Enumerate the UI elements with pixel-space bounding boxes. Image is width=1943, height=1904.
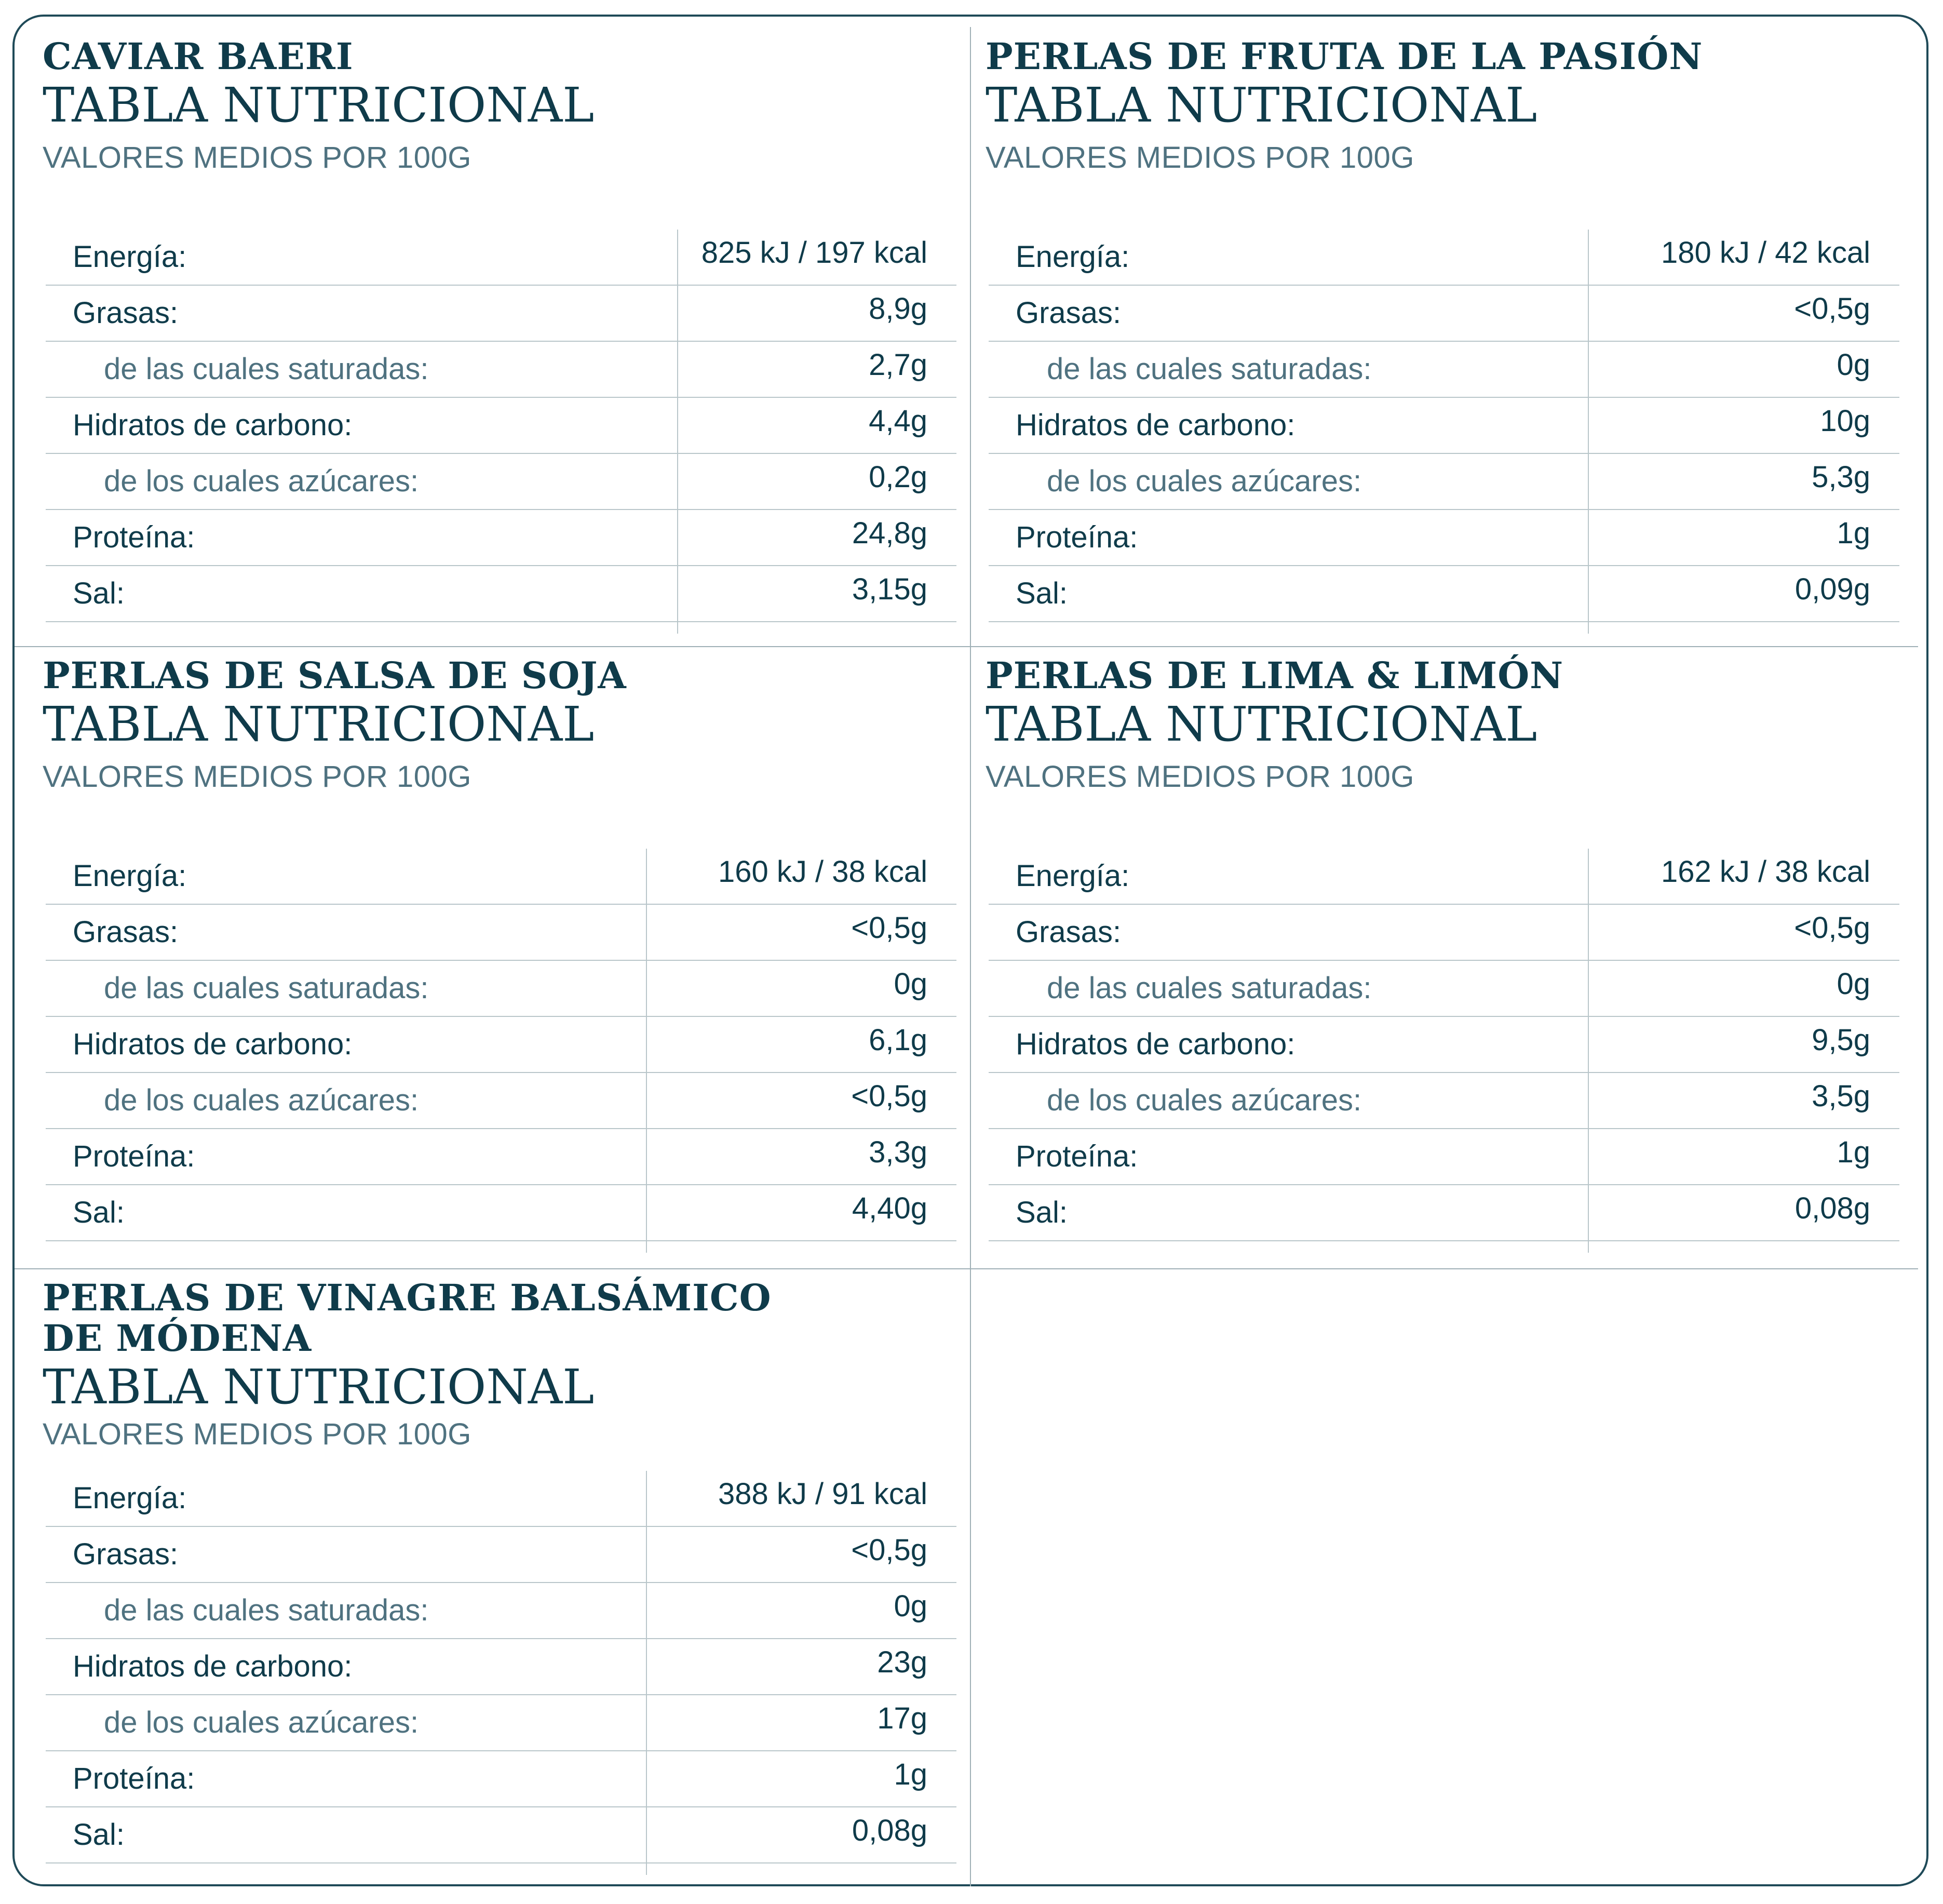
- row-value: 10g: [1820, 404, 1870, 438]
- row-label: Grasas:: [1016, 915, 1122, 949]
- table-row-carbs: [46, 398, 956, 454]
- table-row-salt: [46, 1185, 956, 1241]
- panel-subtitle: VALORES MEDIOS POR 100G: [43, 141, 471, 175]
- table-row-fat: [46, 905, 956, 961]
- nutrition-panel-caviar-baeri: [43, 36, 967, 179]
- row-value: 4,40g: [852, 1191, 927, 1225]
- panel-heading: TABLA NUTRICIONAL: [43, 1359, 595, 1415]
- row-label: Grasas:: [73, 1537, 179, 1571]
- row-value: 5,3g: [1812, 460, 1870, 494]
- row-label: Grasas:: [73, 296, 179, 330]
- row-label: de las cuales saturadas:: [104, 1593, 429, 1627]
- table-row-protein: [989, 1129, 1899, 1185]
- row-value: 2,7g: [869, 348, 927, 382]
- table-row-energy: [989, 230, 1899, 286]
- table-row-fat: [46, 286, 956, 342]
- row-value: 3,15g: [852, 572, 927, 606]
- row-value: 0g: [894, 967, 927, 1001]
- row-label: Grasas:: [73, 915, 179, 949]
- row-value: 0,08g: [852, 1814, 927, 1847]
- row-label: de las cuales saturadas:: [104, 971, 429, 1005]
- table-row-saturated: [46, 961, 956, 1017]
- row-value: 162 kJ / 38 kcal: [1661, 855, 1870, 889]
- table-row-sugars: [46, 1695, 956, 1751]
- nutrition-table: [46, 1471, 956, 1863]
- table-row-saturated: [989, 342, 1899, 398]
- table-row-carbs: [46, 1017, 956, 1073]
- table-row-energy: [46, 230, 956, 286]
- table-row-salt: [989, 1185, 1899, 1241]
- table-row-carbs: [989, 398, 1899, 454]
- row-label: Hidratos de carbono:: [73, 1650, 353, 1683]
- row-value: 1g: [1837, 1135, 1870, 1169]
- row-value: 0,08g: [1794, 1191, 1870, 1225]
- row-value: 388 kJ / 91 kcal: [718, 1477, 927, 1511]
- row-label: Hidratos de carbono:: [73, 1027, 353, 1061]
- product-name: CAVIAR BAERI: [43, 35, 354, 78]
- product-name-line-1: PERLAS DE VINAGRE BALSÁMICO: [43, 1276, 772, 1319]
- row-label: Proteína:: [1016, 520, 1138, 554]
- row-label: de los cuales azúcares:: [1047, 464, 1362, 498]
- table-row-carbs: [46, 1639, 956, 1695]
- panel-heading: TABLA NUTRICIONAL: [43, 77, 595, 133]
- row-label: Energía:: [73, 240, 187, 274]
- row-label: Hidratos de carbono:: [1016, 1027, 1296, 1061]
- row-value: 1g: [894, 1758, 927, 1791]
- row-label: Hidratos de carbono:: [73, 408, 353, 442]
- row-value: 9,5g: [1812, 1023, 1870, 1057]
- row-label: de los cuales azúcares:: [104, 1083, 419, 1117]
- row-label: Energía:: [1016, 240, 1130, 274]
- row-label: Hidratos de carbono:: [1016, 408, 1296, 442]
- row-value: 17g: [877, 1701, 927, 1735]
- row-label: Sal:: [1016, 576, 1068, 610]
- table-row-fat: [46, 1527, 956, 1583]
- table-row-sugars: [46, 454, 956, 510]
- table-row-salt: [989, 566, 1899, 622]
- row-value: <0,5g: [851, 911, 927, 945]
- row-value: <0,5g: [1794, 911, 1870, 945]
- row-label: de los cuales azúcares:: [1047, 1083, 1362, 1117]
- nutrition-table: [46, 230, 956, 622]
- row-value: 825 kJ / 197 kcal: [701, 236, 927, 270]
- row-value: 0g: [1837, 348, 1870, 382]
- row-value: 24,8g: [852, 516, 927, 550]
- row-value: <0,5g: [1794, 292, 1870, 326]
- row-label: Proteína:: [1016, 1139, 1138, 1173]
- row-value: 8,9g: [869, 292, 927, 326]
- horizontal-divider: [15, 1268, 1918, 1269]
- table-row-sugars: [46, 1073, 956, 1129]
- row-label: Grasas:: [1016, 296, 1122, 330]
- table-row-fat: [989, 286, 1899, 342]
- table-row-energy: [46, 849, 956, 905]
- panel-subtitle: VALORES MEDIOS POR 100G: [43, 760, 471, 794]
- row-value: 3,5g: [1812, 1079, 1870, 1113]
- nutrition-panel-lima-limon: [986, 655, 1910, 798]
- row-value: 6,1g: [869, 1023, 927, 1057]
- table-row-protein: [989, 510, 1899, 566]
- product-name: PERLAS DE LIMA & LIMÓN: [986, 654, 1564, 697]
- row-value: 4,4g: [869, 404, 927, 438]
- table-row-sugars: [989, 1073, 1899, 1129]
- table-row-fat: [989, 905, 1899, 961]
- row-label: de las cuales saturadas:: [104, 352, 429, 386]
- panel-heading: TABLA NUTRICIONAL: [986, 696, 1537, 752]
- panel-heading: TABLA NUTRICIONAL: [986, 77, 1537, 133]
- row-label: Energía:: [73, 1481, 187, 1515]
- table-row-protein: [46, 510, 956, 566]
- nutrition-table: [46, 849, 956, 1241]
- table-row-saturated: [46, 1583, 956, 1639]
- row-label: Sal:: [73, 1818, 125, 1852]
- vertical-divider: [970, 27, 971, 1886]
- panel-heading: TABLA NUTRICIONAL: [43, 696, 595, 752]
- nutrition-table: [989, 849, 1899, 1241]
- nutrition-panel-fruta-de-la-pasion: [986, 36, 1910, 179]
- table-row-energy: [989, 849, 1899, 905]
- row-label: de las cuales saturadas:: [1047, 352, 1372, 386]
- row-label: Proteína:: [73, 1139, 195, 1173]
- row-label: Energía:: [1016, 859, 1130, 893]
- table-row-protein: [46, 1129, 956, 1185]
- row-label: Proteína:: [73, 520, 195, 554]
- row-label: Proteína:: [73, 1762, 195, 1795]
- row-value: 0g: [894, 1589, 927, 1623]
- row-label: Energía:: [73, 859, 187, 893]
- row-label: de los cuales azúcares:: [104, 1706, 419, 1739]
- nutrition-panel-vinagre-balsamico: [43, 1278, 967, 1455]
- panel-subtitle: VALORES MEDIOS POR 100G: [986, 760, 1414, 794]
- row-value: 23g: [877, 1645, 927, 1679]
- table-row-salt: [46, 566, 956, 622]
- table-row-protein: [46, 1751, 956, 1807]
- row-label: Sal:: [73, 576, 125, 610]
- panel-subtitle: VALORES MEDIOS POR 100G: [986, 141, 1414, 175]
- row-value: 0g: [1837, 967, 1870, 1001]
- product-name: PERLAS DE SALSA DE SOJA: [43, 654, 627, 697]
- table-row-salt: [46, 1807, 956, 1863]
- row-value: 0,09g: [1794, 572, 1870, 606]
- table-row-carbs: [989, 1017, 1899, 1073]
- table-row-sugars: [989, 454, 1899, 510]
- horizontal-divider: [15, 646, 1918, 647]
- row-value: 0,2g: [869, 460, 927, 494]
- row-value: 1g: [1837, 516, 1870, 550]
- row-value: <0,5g: [851, 1079, 927, 1113]
- table-row-saturated: [989, 961, 1899, 1017]
- row-label: de las cuales saturadas:: [1047, 971, 1372, 1005]
- product-name-line-2: DE MÓDENA: [43, 1317, 312, 1360]
- row-value: 160 kJ / 38 kcal: [718, 855, 927, 889]
- row-label: Sal:: [73, 1196, 125, 1229]
- nutrition-panel-salsa-de-soja: [43, 655, 967, 798]
- row-value: 3,3g: [869, 1135, 927, 1169]
- table-row-energy: [46, 1471, 956, 1527]
- table-row-saturated: [46, 342, 956, 398]
- row-value: <0,5g: [851, 1533, 927, 1567]
- row-label: Sal:: [1016, 1196, 1068, 1229]
- nutrition-table: [989, 230, 1899, 622]
- row-label: de los cuales azúcares:: [104, 464, 419, 498]
- panel-subtitle: VALORES MEDIOS POR 100G: [43, 1417, 471, 1451]
- row-value: 180 kJ / 42 kcal: [1661, 236, 1870, 270]
- product-name: PERLAS DE FRUTA DE LA PASIÓN: [986, 35, 1703, 78]
